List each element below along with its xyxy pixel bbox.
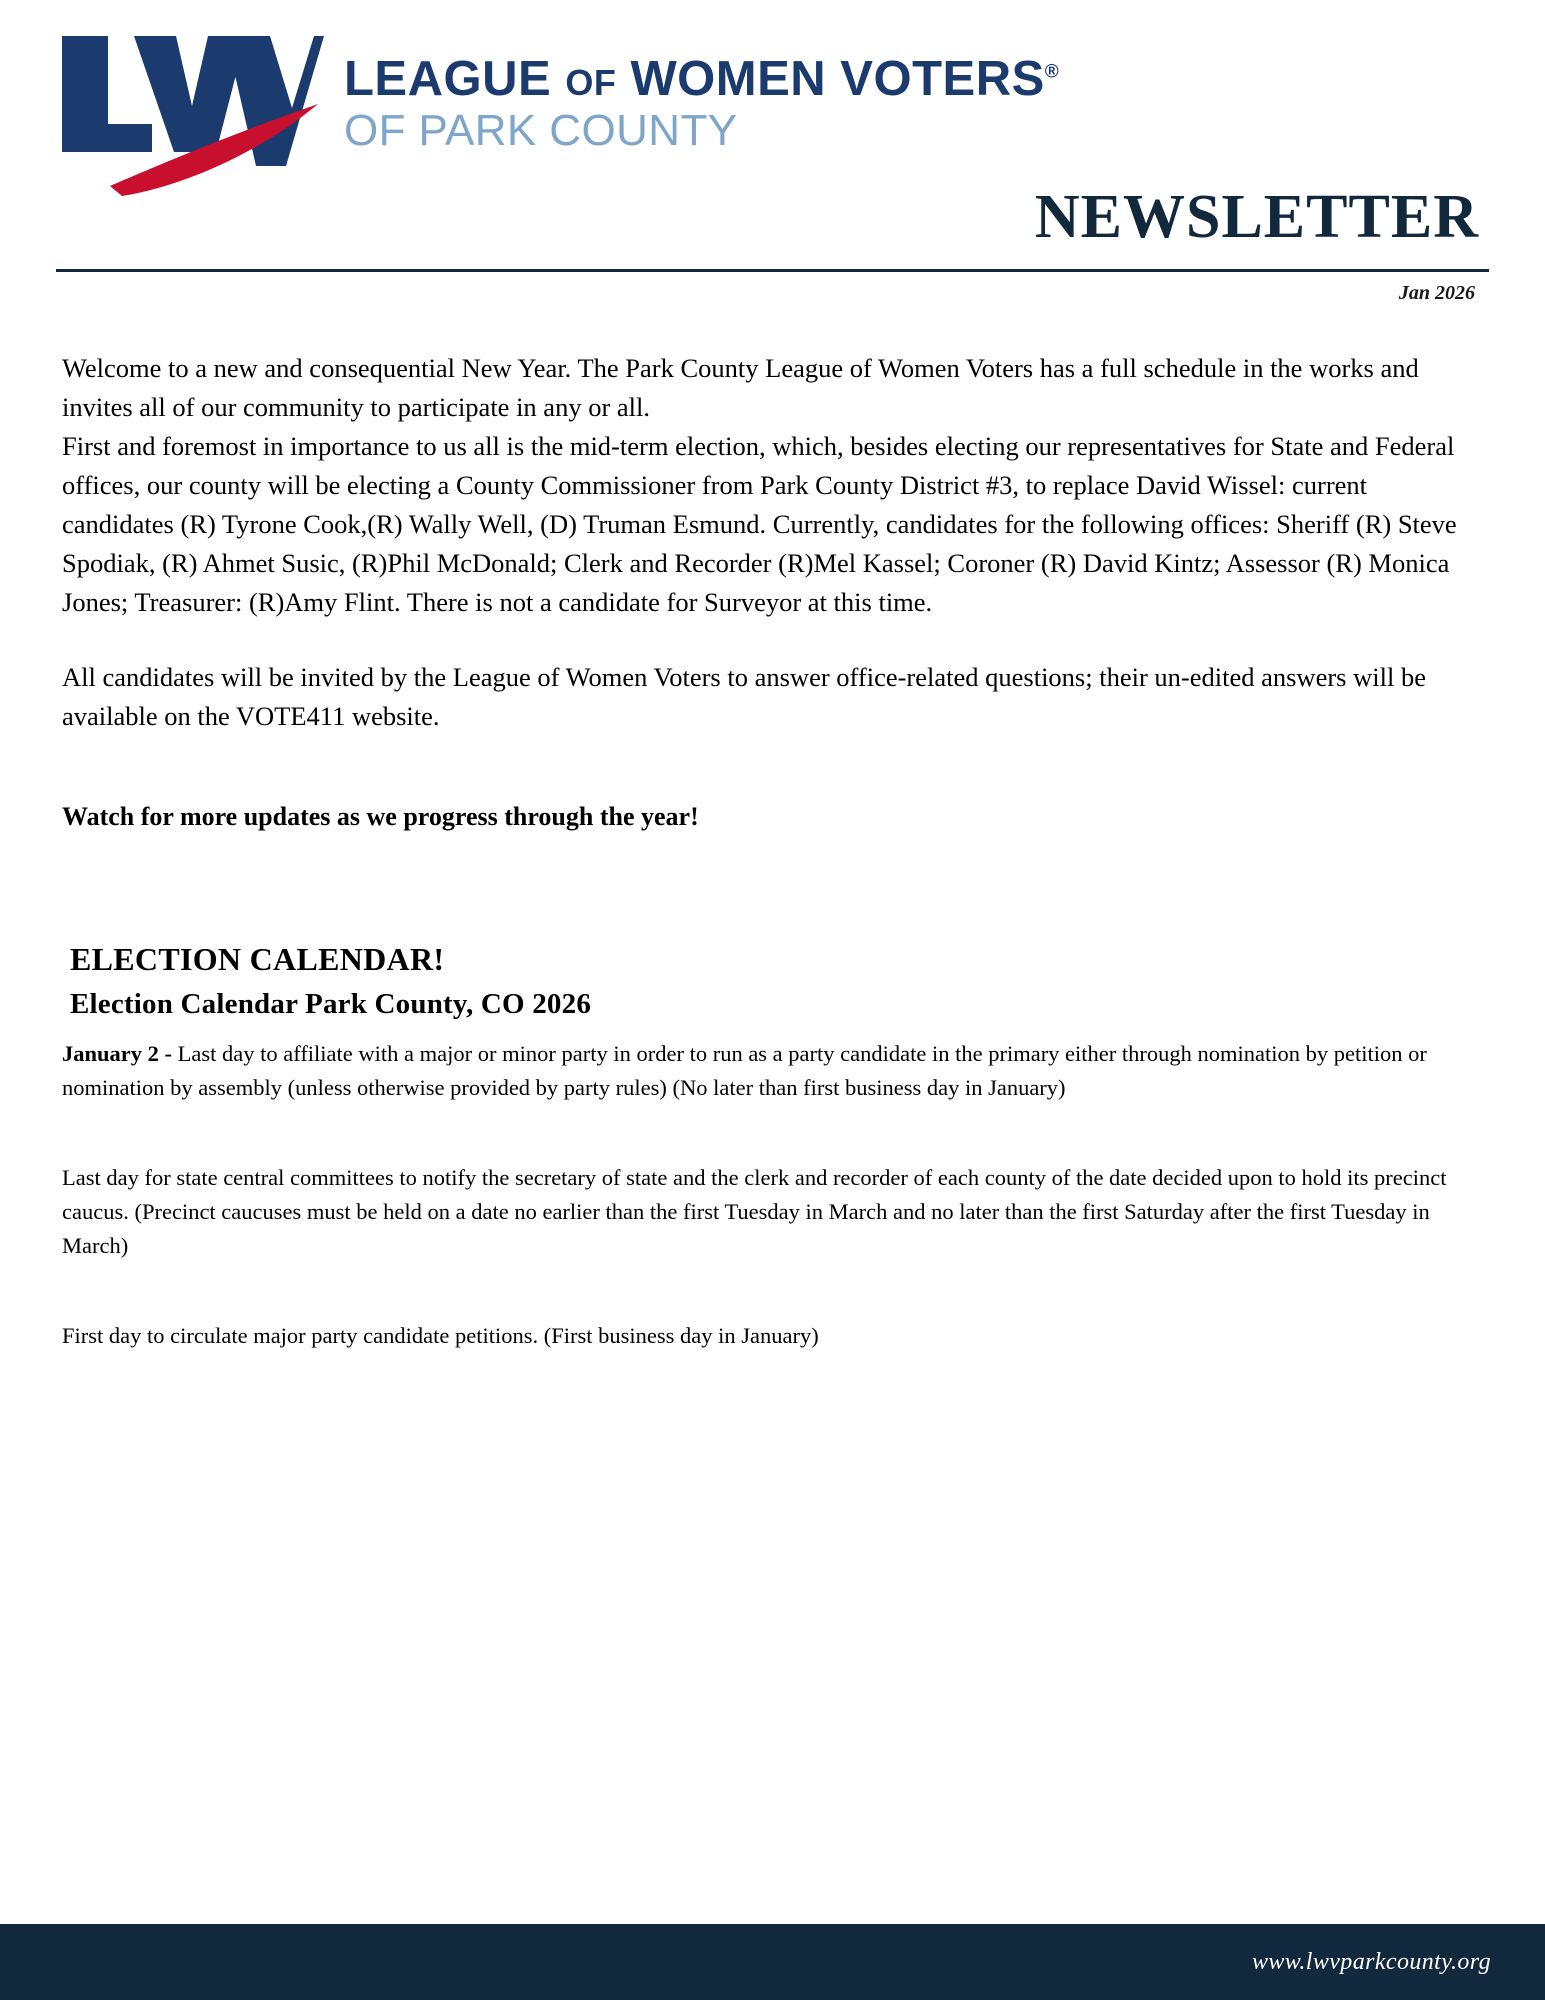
spacer bbox=[62, 861, 1479, 941]
intro-paragraph-2: First and foremost in importance to us all is the mid-term election, which, besides electing our representatives for State and Federal offices, our county will be electing a County Commissioner from Park County District #3, to replace David Wissel: current candidates (R) Tyrone Cook,(R) Wally Well, (D) Truman Esmund. Currently, candidates for the following offices: Sheriff (R) Steve Spodiak, (R) Ahmet Susic, (R)Phil McDonald; Clerk and Recorder (R)Mel Kassel; Coroner (R) David Kintz; Assessor (R) Monica Jones; Treasurer: (R)Amy Flint. There is not a candidate for Surveyor at this time. bbox=[62, 430, 1457, 617]
calendar-entry bbox=[62, 1037, 1479, 1105]
logo-women-voters: WOMEN VOTERS bbox=[630, 52, 1045, 106]
header-divider bbox=[56, 269, 1489, 272]
logo-org-line-1 bbox=[344, 54, 1059, 105]
footer-website-link[interactable]: www.lwvparkcounty.org bbox=[1251, 1948, 1491, 1975]
calendar-entry bbox=[62, 1319, 1479, 1353]
calendar-entry-text: Last day to affiliate with a major or minor party in order to run as a party candidate in the primary either through nomination by petition or nomination by assembly (unless otherwise provided by party rules) (No later than first business day in January) bbox=[62, 1041, 1427, 1101]
election-calendar-subheading: Election Calendar Park County, CO 2026 bbox=[70, 988, 592, 1021]
spacer bbox=[62, 1285, 1479, 1303]
newsletter-body bbox=[0, 305, 1545, 1353]
intro-paragraph-3: All candidates will be invited by the League of Women Voters to answer office-related questions; their un-edited answers will be available on the VOTE411 website. bbox=[62, 661, 1426, 731]
call-to-action-text: Watch for more updates as we progress through the year! bbox=[62, 801, 699, 831]
issue-date: Jan 2026 bbox=[1398, 282, 1475, 304]
page-title: NEWSLETTER bbox=[1034, 183, 1479, 251]
logo-league: LEAGUE bbox=[344, 52, 552, 106]
calendar-entry-text: Last day for state central committees to notify the secretary of state and the clerk and recorder of each county of the date decided upon to hold its precinct caucus. (Precinct caucuses must be held on a date no earlier than the first Tuesday in March and no later than the first Saturday after the first Tuesday in March) bbox=[62, 1165, 1447, 1258]
registered-trademark-icon: ® bbox=[1044, 61, 1060, 83]
newsletter-header bbox=[0, 0, 1545, 305]
spacer bbox=[62, 622, 1479, 658]
intro-paragraph-1: Welcome to a new and consequential New Year. The Park County League of Women Voters has a full schedule in the works and invites all of our community to participate in any or all. bbox=[62, 353, 1419, 422]
calendar-entry bbox=[62, 1161, 1479, 1262]
logo-wordmark bbox=[344, 28, 1059, 156]
logo-row bbox=[56, 28, 1489, 198]
spacer bbox=[62, 1127, 1479, 1145]
newsletter-footer bbox=[0, 1924, 1545, 2000]
logo-org-line-2: OF PARK COUNTY bbox=[344, 106, 738, 156]
spacer bbox=[62, 736, 1479, 772]
election-calendar-heading: ELECTION CALENDAR! bbox=[70, 941, 445, 978]
calendar-entry-date: January 2 - bbox=[62, 1041, 178, 1067]
logo-of: OF bbox=[565, 62, 617, 103]
calendar-entry-text: First day to circulate major party candidate petitions. (First business day in January) bbox=[62, 1323, 819, 1349]
lwv-logo-icon bbox=[56, 28, 326, 198]
